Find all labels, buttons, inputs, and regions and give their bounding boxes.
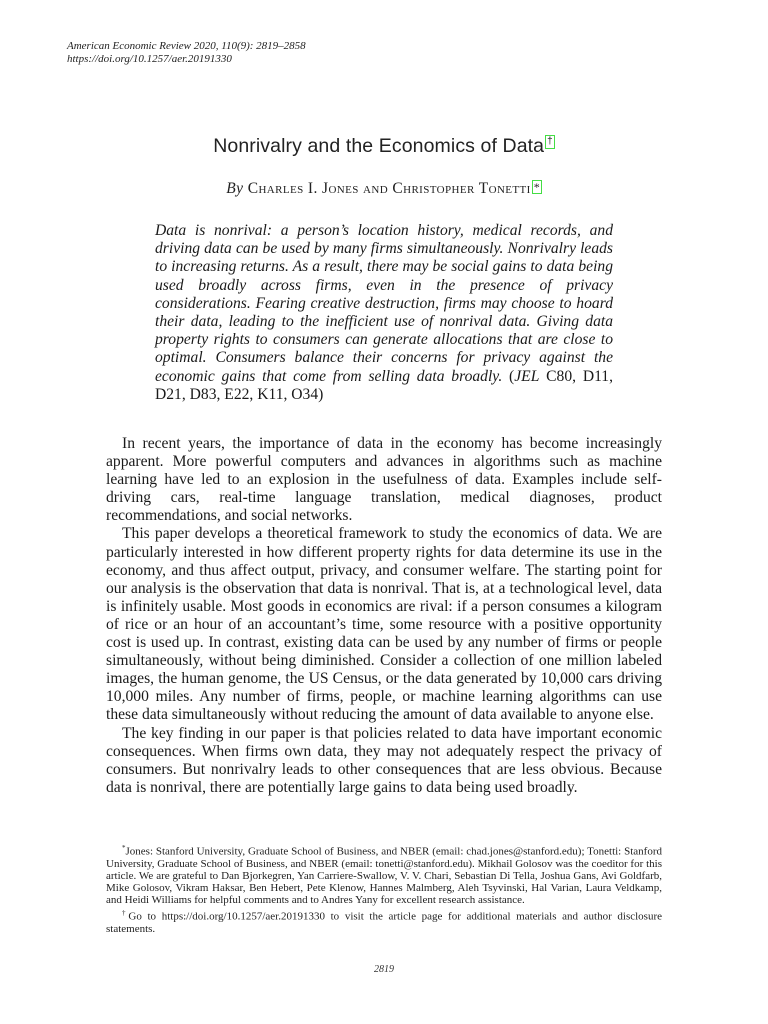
paper-title-text: Nonrivalry and the Economics of Data [213, 135, 545, 157]
footnote-text: Jones: Stanford University, Graduate School of Business, and NBER (email: chad.jones@stanford.edu); Tonetti: Stanford University, Graduate School of Business, and NBER (email: tonetti@stanford.edu). Mikhail Golosov was the coeditor for this article. We are grateful to Dan Bjorkegren, Yan Carriere-Swallow, V. V. Chari, Sebastian Di Tella, Joshua Gans, Avi Goldfarb, Mike Golosov, Vikram Haksar, Ben Hebert, Pete Klenow, Hannes Malmberg, Aleh Tsyvinski, Hal Varian, Laura Veldkamp, and Heidi Williams for helpful comments and to Andres Yany for excellent research assistance. [106, 845, 662, 907]
page-number: 2819 [374, 964, 394, 975]
paper-title [0, 135, 768, 158]
abstract-text: Data is nonrival: a person’s location history, medical records, and driving data can be used by many firms simultaneously. Nonrivalry leads to increasing returns. As a result, there may be social gains to data being used broadly across firms, even in the presence of privacy considerations. Fearing creative destruction, firms may choose to hoard their data, leading to the inefficient use of nonrival data. Giving data property rights to consumers can generate allocations that are close to optimal. Consumers balance their concerns for privacy against the economic gains that come from selling data broadly. [155, 222, 613, 385]
author-footnote-link[interactable]: * [533, 180, 540, 194]
body-paragraph: This paper develops a theoretical framework to study the economics of data. We are particularly interested in how different property rights for data determine its use in the economy, and thus affect output, privacy, and consumer welfare. The starting point for our analysis is the observation that data is nonrival. That is, at a technological level, data is infinitely usable. Most goods in economics are rival: if a person consumes a kilogram of rice or an hour of an accountant’s time, some resource with a positive opportunity cost is used up. In contrast, existing data can be used by any number of firms or people simultaneously, without being diminished. Consider a collection of one million labeled images, the human genome, the US Census, or the data generated by 10,000 cars driving 10,000 miles. Any number of firms, people, or machine learning algorithms can use these data simultaneously without reducing the amount of data available to anyone else. [106, 525, 662, 724]
jel-open-paren: ( [509, 367, 515, 385]
title-footnote-link[interactable]: † [547, 136, 553, 147]
jel-label: JEL [514, 367, 540, 385]
journal-header [67, 40, 306, 66]
footnote-author-affiliations [106, 842, 662, 907]
jel-code-list: C80, D11, D21, D83, E22, K11, O34) [155, 367, 613, 403]
footnotes [106, 842, 662, 935]
body-paragraph: The key finding in our paper is that policies related to data have important economic consequences. When firms own data, they may not adequately respect the privacy of consumers. But nonrivalry leads to other consequences that are less obvious. Because data is nonrival, there are potentially large gains to data being used broadly. [106, 724, 662, 796]
footnote-article-page [106, 907, 662, 935]
journal-citation: American Economic Review 2020, 110(9): 2819–2858 [67, 40, 306, 52]
doi-link[interactable]: https://doi.org/10.1257/aer.20191330 [67, 53, 232, 65]
body-text [106, 435, 662, 797]
byline-prefix: By [226, 180, 244, 197]
abstract [155, 222, 613, 404]
author-names: Charles I. Jones and Christopher Tonetti [247, 180, 531, 197]
footnote-mark: † [122, 908, 129, 917]
footnote-text: Go to https://doi.org/10.1257/aer.20191330 to visit the article page for additional materials and author disclosure statements. [106, 910, 663, 935]
author-byline [0, 180, 768, 198]
footnote-mark: * [122, 844, 126, 852]
body-paragraph: In recent years, the importance of data in the economy has become increasingly apparent. More powerful computers and advances in algorithms such as machine learning have led to an explosion in the usefulness of data. Examples include self-driving cars, real-time language translation, medical diagnoses, product recommendations, and social networks. [106, 435, 662, 525]
